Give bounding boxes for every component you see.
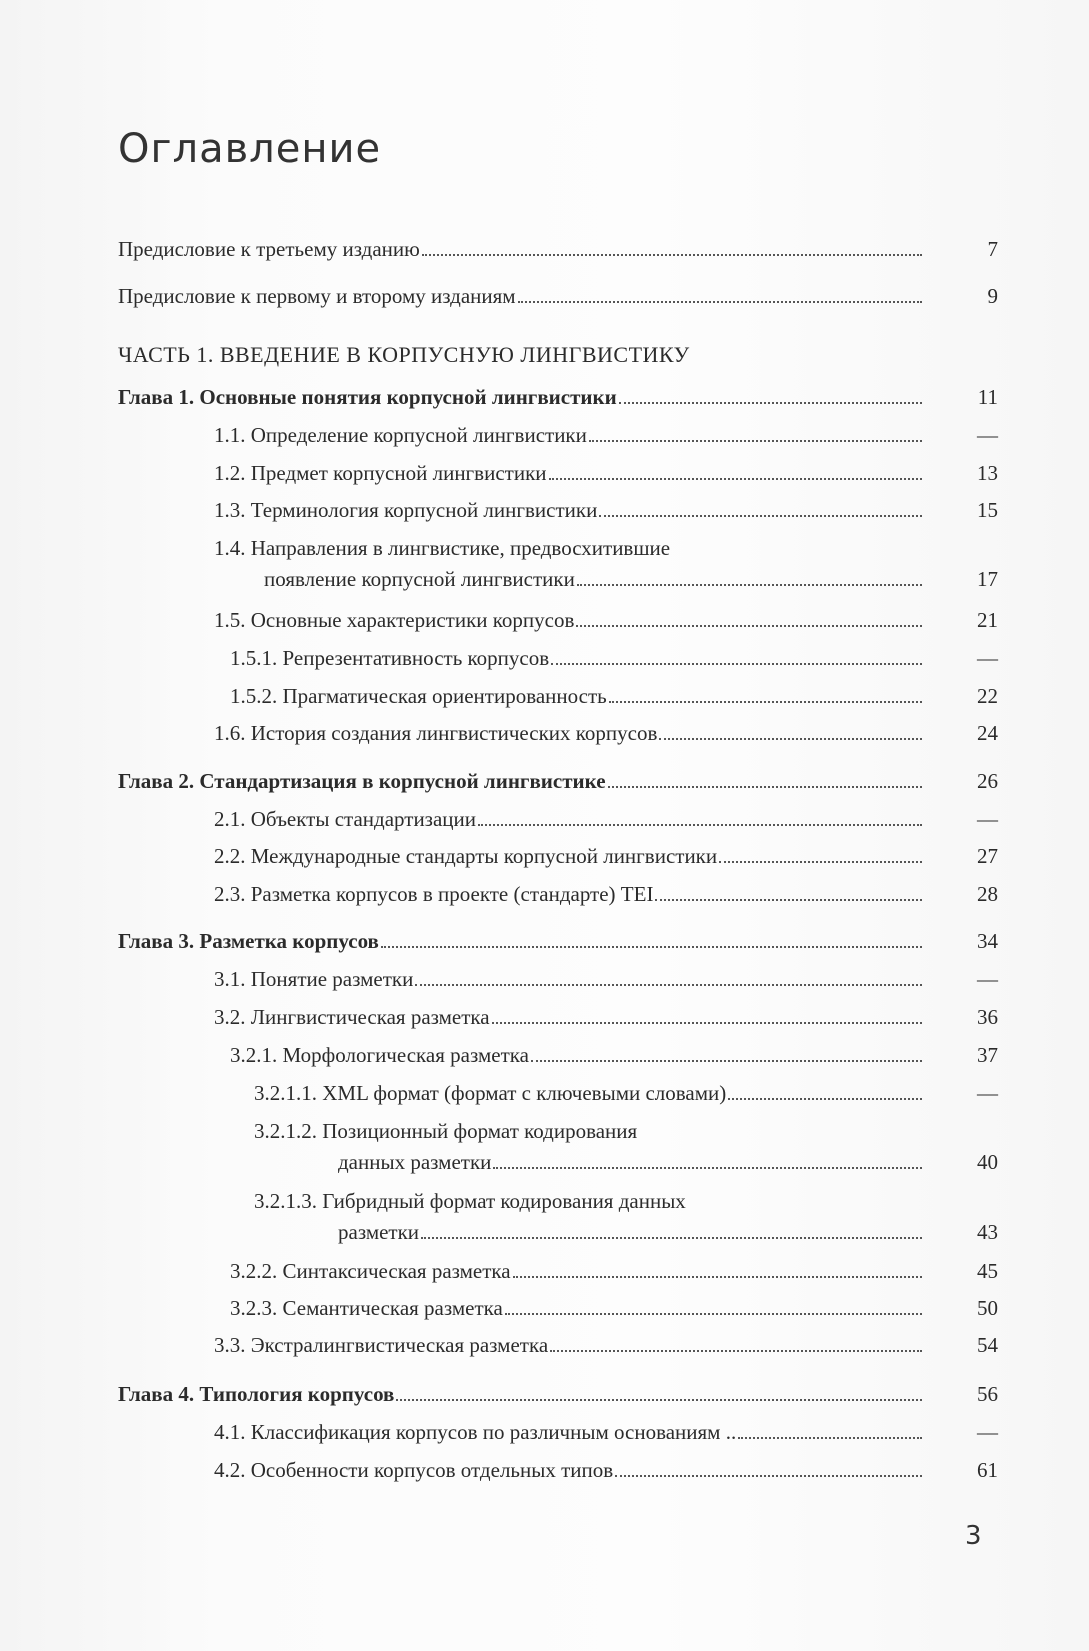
toc-entry-label: Глава 4. Типология корпусов [118,1382,395,1406]
toc-entry[interactable] [118,1330,998,1361]
page-title: Оглавление [118,126,382,172]
toc-entry-label: 3.2. Лингвистическая разметка [214,1005,490,1029]
toc-page-number: 56 [977,1382,998,1406]
toc-page-number: — [977,807,998,831]
toc-page-number: — [977,967,998,991]
toc-entry-label-continued: появление корпусной лингвистики [264,567,575,591]
toc-page-number: 36 [977,1005,998,1029]
dot-leader [415,984,922,986]
toc-page-number: 43 [977,1220,998,1244]
dot-leader [738,1437,922,1439]
dot-leader [655,899,922,901]
toc-page-number: 61 [977,1458,998,1482]
toc-page-number: 45 [977,1259,998,1283]
dot-leader [549,478,922,480]
toc-chapter[interactable] [118,1379,998,1410]
page-number: 3 [965,1521,982,1551]
toc-page-number: 13 [977,461,998,485]
toc-entry-label: Предисловие к третьему изданию [118,237,420,261]
toc-entry-label: 3.3. Экстралингвистическая разметка [214,1333,549,1357]
toc-entry[interactable] [118,1002,998,1033]
toc-entry-label: 4.2. Особенности корпусов отдельных типов [214,1458,614,1482]
toc-entry[interactable] [118,1293,998,1324]
dot-leader [615,1475,922,1477]
toc-entry[interactable] [118,964,998,995]
toc-entry-label: 3.2.1.3. Гибридный формат кодирования данных [254,1189,686,1213]
dot-leader [492,1022,922,1024]
toc-page-number: 24 [977,721,998,745]
toc-page-number: 50 [977,1296,998,1320]
dot-leader [421,1237,922,1239]
toc-entry-label: 2.3. Разметка корпусов в проекте (стандарте) TEI [214,882,654,906]
dot-leader [589,440,922,442]
toc-entry[interactable] [118,234,998,265]
toc-entry[interactable] [118,533,998,595]
toc-entry-label: 1.6. История создания лингвистических корпусов [214,721,658,745]
toc-entry[interactable] [118,458,998,489]
toc-entry-label: 2.1. Объекты стандартизации [214,807,477,831]
toc-entry-label-continued: разметки [338,1220,420,1244]
dot-leader [531,1060,922,1062]
toc-entry[interactable] [118,1078,998,1109]
toc-page-number: 40 [977,1150,998,1174]
toc-page-number: 21 [977,608,998,632]
toc-entry-label: 3.2.1.2. Позиционный формат кодирования [254,1119,638,1143]
dot-leader [513,1276,922,1278]
toc-page-number: 7 [987,237,998,261]
toc-entry-label: 3.2.2. Синтаксическая разметка [230,1259,511,1283]
dot-leader [478,824,922,826]
toc-entry-label: 1.1. Определение корпусной лингвистики [214,423,587,447]
dot-leader [608,786,922,788]
toc-part-heading: ЧАСТЬ 1. ВВЕДЕНИЕ В КОРПУСНУЮ ЛИНГВИСТИКУ [118,342,690,367]
dot-leader [381,946,922,948]
toc-page-number: 9 [987,284,998,308]
toc-entry[interactable] [118,681,998,712]
toc-entry[interactable] [118,495,998,526]
toc-entry[interactable] [118,1040,998,1071]
toc-entry-label-continued: данных разметки [338,1150,492,1174]
dot-leader [396,1399,922,1401]
dot-leader [719,861,922,863]
toc-chapter[interactable] [118,926,998,957]
toc-page-number: 22 [977,684,998,708]
toc-page-number: 17 [977,567,998,591]
toc-entry-label: 1.2. Предмет корпусной лингвистики [214,461,547,485]
toc-entry[interactable] [118,1256,998,1287]
toc-entry[interactable] [118,420,998,451]
toc-entry[interactable] [118,643,998,674]
dot-leader [422,254,922,256]
toc-entry-label: Глава 2. Стандартизация в корпусной лингвистике [118,769,606,793]
dot-leader [550,1350,922,1352]
dot-leader [728,1098,922,1100]
toc-page-number: — [977,646,998,670]
dot-leader [577,584,922,586]
dot-leader [505,1313,922,1315]
dot-leader [551,663,922,665]
toc-entry-label: Глава 1. Основные понятия корпусной лингвистики [118,385,617,409]
toc-page-number: 27 [977,844,998,868]
dot-leader [619,402,922,404]
toc-page-number: — [977,1420,998,1444]
toc-entry[interactable] [118,281,998,312]
toc-entry-label: 3.2.1.1. XML формат (формат с ключевыми словами) [254,1081,727,1105]
toc-page-number: 37 [977,1043,998,1067]
toc-page-number: 26 [977,769,998,793]
toc-entry[interactable] [118,1417,998,1448]
toc-chapter[interactable] [118,382,998,413]
dot-leader [599,515,922,517]
toc-entry[interactable] [118,605,998,636]
toc-entry-label: 2.2. Международные стандарты корпусной лингвистики [214,844,718,868]
toc-entry-label: 3.2.1. Морфологическая разметка [230,1043,529,1067]
toc-entry[interactable] [118,1186,998,1248]
toc-entry[interactable] [118,804,998,835]
toc-entry[interactable] [118,1116,998,1178]
toc-page-number: 28 [977,882,998,906]
toc-entry-label: 1.3. Терминология корпусной лингвистики [214,498,598,522]
toc-entry[interactable] [118,879,998,910]
toc-entry[interactable] [118,718,998,749]
toc-page-number: — [977,423,998,447]
toc-entry-label: 3.1. Понятие разметки [214,967,414,991]
dot-leader [493,1167,922,1169]
toc-entry-label: 1.5.2. Прагматическая ориентированность [230,684,607,708]
toc-entry[interactable] [118,841,998,872]
toc-entry-label: 3.2.3. Семантическая разметка [230,1296,503,1320]
toc-page-number: — [977,1081,998,1105]
dot-leader [609,701,922,703]
toc-entry-label: Глава 3. Разметка корпусов [118,929,379,953]
toc-page-number: 11 [977,385,998,409]
toc-entry-label: 1.5. Основные характеристики корпусов [214,608,575,632]
dot-leader [659,738,922,740]
toc-chapter[interactable] [118,766,998,797]
toc-entry-label: 1.5.1. Репрезентативность корпусов [230,646,550,670]
toc-entry-label: 4.1. Классификация корпусов по различным основаниям .. [214,1420,737,1444]
dot-leader [518,301,922,303]
toc-entry-label: Предисловие к первому и второму изданиям [118,284,516,308]
toc-entry[interactable] [118,1455,998,1486]
toc-entry-label: 1.4. Направления в лингвистике, предвосхитившие [214,536,671,560]
toc-page-number: 34 [977,929,998,953]
dot-leader [576,625,922,627]
toc-page-number: 54 [977,1333,998,1357]
toc-page-number: 15 [977,498,998,522]
